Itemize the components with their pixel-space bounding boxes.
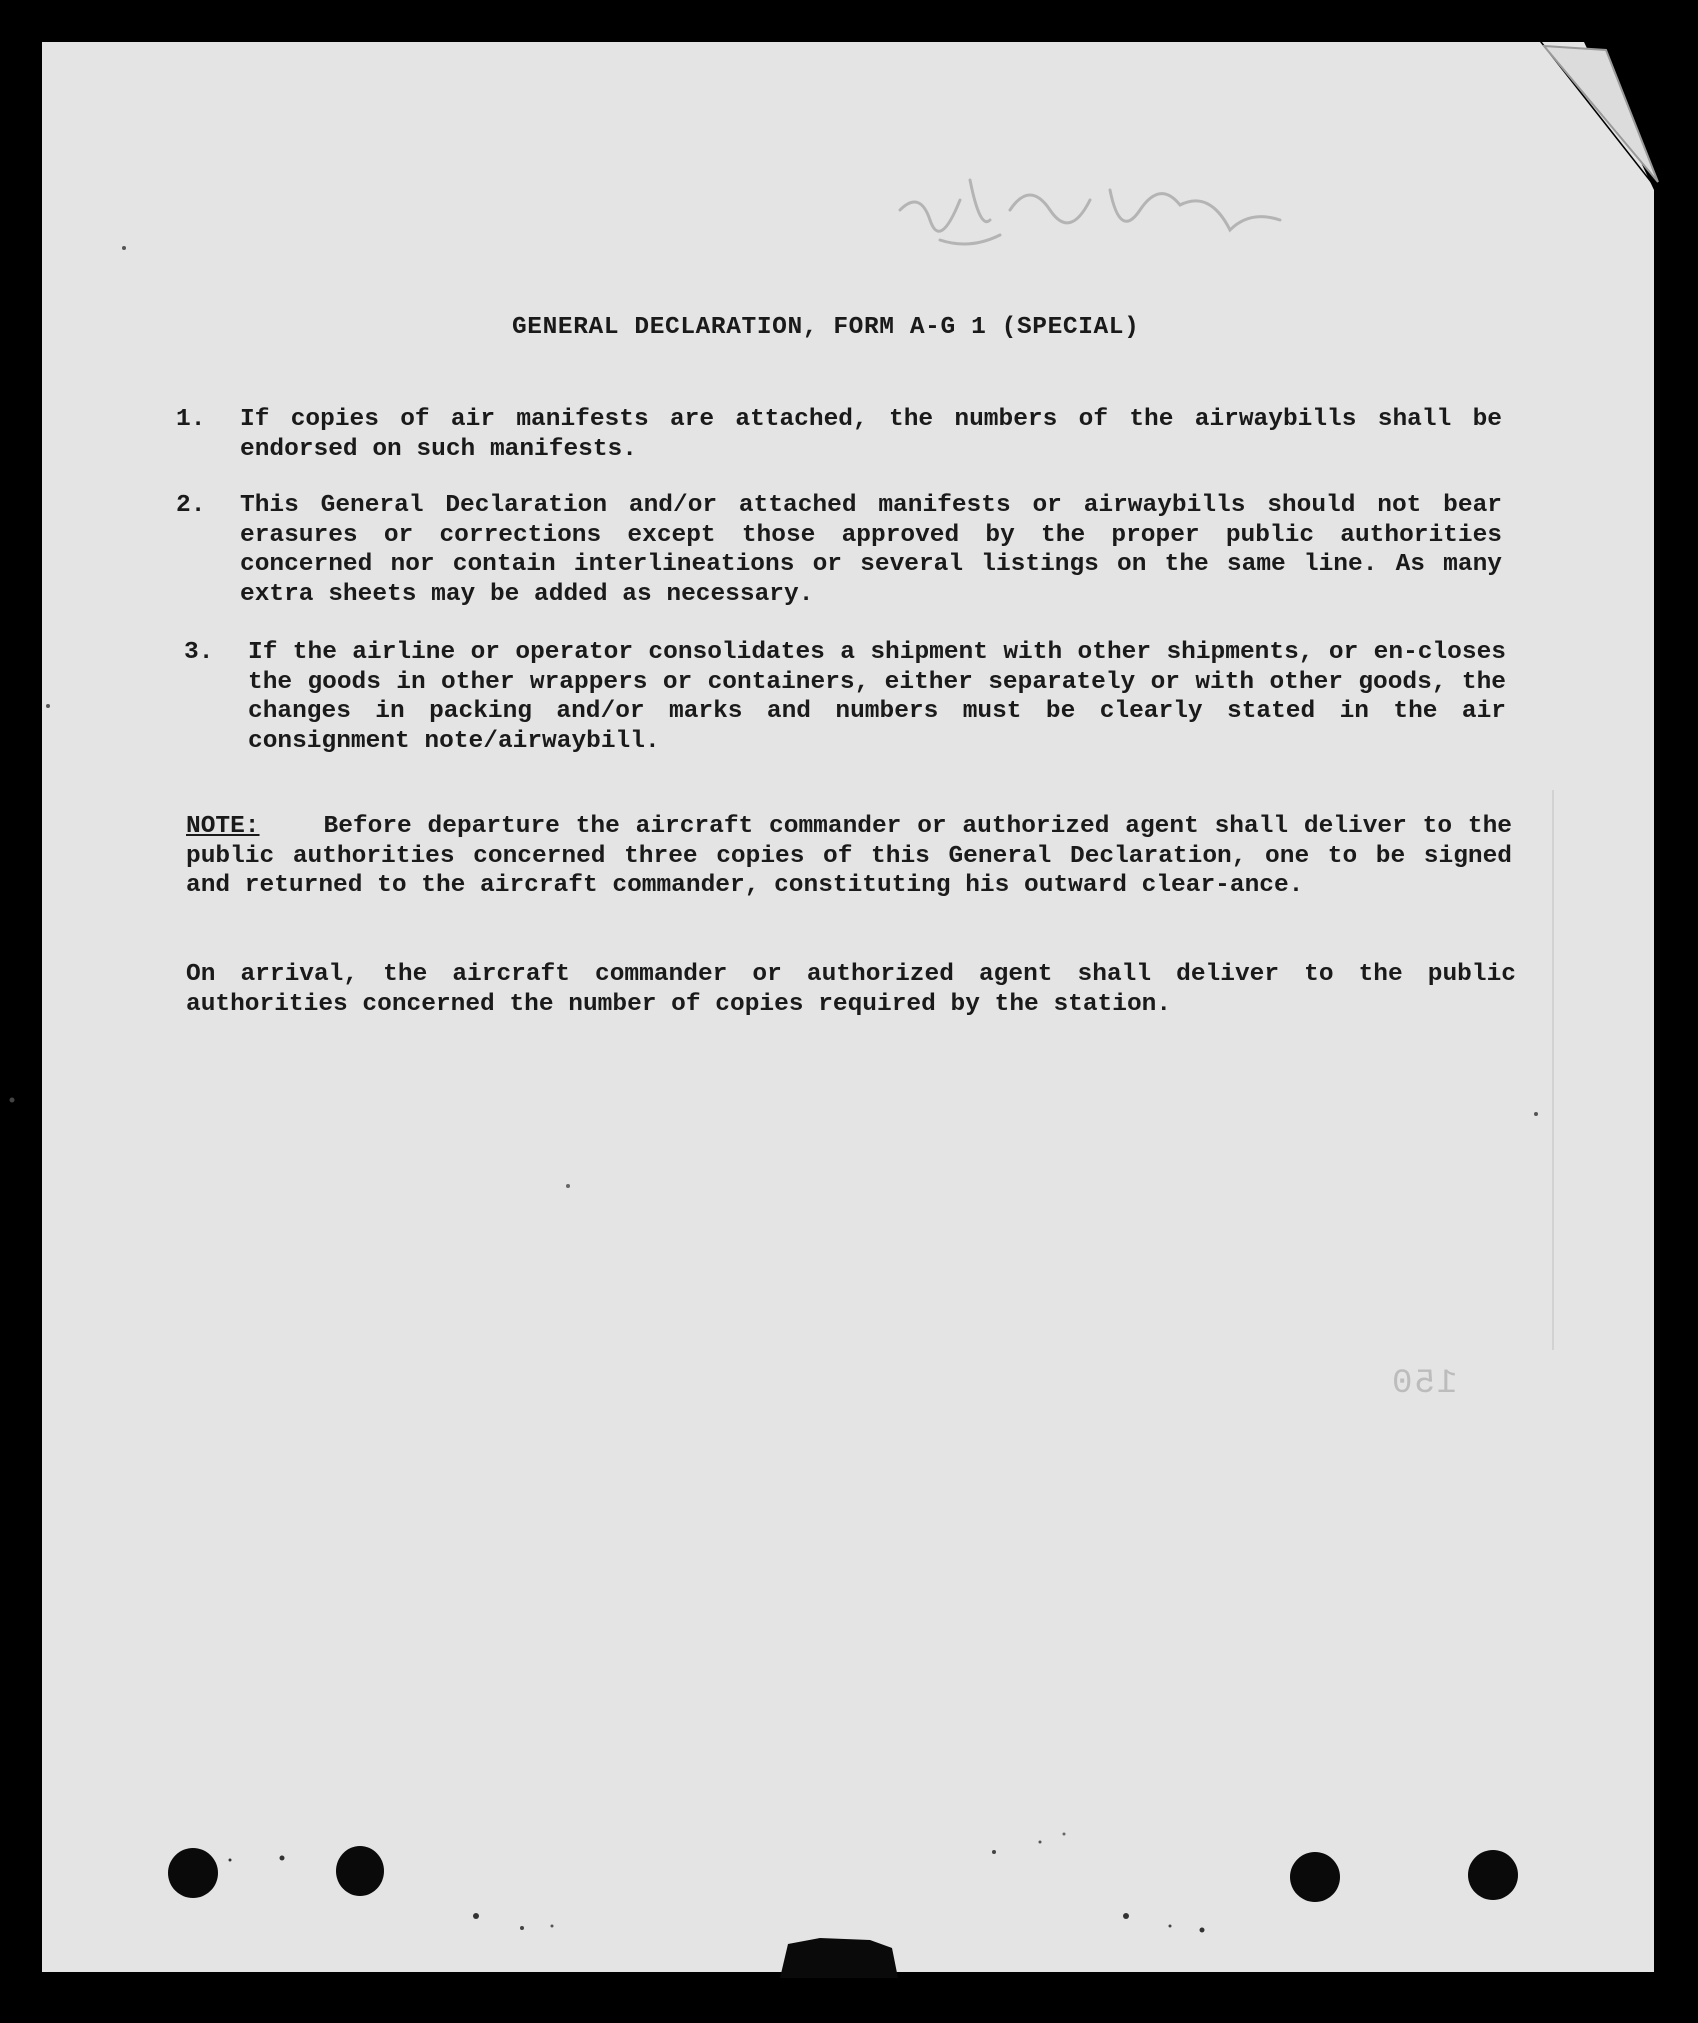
- punch-hole: [336, 1846, 384, 1896]
- item-text: This General Declaration and/or attached manifests or airwaybills should not bear erasures or corrections except those approved by the proper public authorities concerned nor contain interlineations or several listings on the same line. As many extra sheets may be added as necessary.: [240, 492, 1502, 608]
- show-through-page-number: 150: [1390, 1365, 1458, 1403]
- item-number: 2.: [176, 492, 206, 519]
- note-text: Before departure the aircraft commander or authorized agent shall deliver to the public authorities concerned three copies of this General Declaration, one to be signed and returned to the aircraft commander, constituting his outward clear-ance.: [186, 813, 1512, 899]
- page-title: GENERAL DECLARATION, FORM A-G 1 (SPECIAL): [512, 314, 1140, 341]
- punch-hole: [168, 1848, 218, 1898]
- punch-hole: [1290, 1852, 1340, 1902]
- faint-handwritten-signature: [880, 150, 1320, 270]
- item-text: If the airline or operator consolidates a shipment with other shipments, or en-closes the goods in other wrappers or containers, either separately or with other goods, the changes in packing and/or marks and numbers must be clearly stated in the air consignment note/airwaybill.: [248, 639, 1506, 755]
- punch-hole: [1468, 1850, 1518, 1900]
- item-number: 1.: [176, 406, 206, 433]
- show-through-line: [1552, 790, 1554, 1350]
- note-label: NOTE:: [186, 813, 260, 840]
- item-number: 3.: [184, 639, 214, 666]
- bottom-edge-tear: [780, 1938, 898, 1978]
- note-paragraph: [186, 812, 1512, 901]
- arrival-paragraph: On arrival, the aircraft commander or authorized agent shall deliver to the public authorities concerned the number of copies required by the station.: [186, 961, 1516, 1018]
- folded-corner: [1540, 42, 1660, 192]
- item-text: If copies of air manifests are attached, the numbers of the airwaybills shall be endorsed on such manifests.: [240, 406, 1502, 463]
